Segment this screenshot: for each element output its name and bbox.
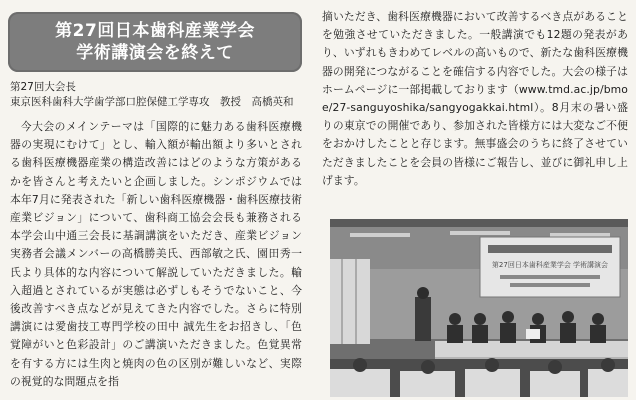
article-title-banner — [8, 12, 302, 72]
author-block — [10, 80, 310, 110]
photo-banner-text: 第27回日本歯科産業学会 学術講演会 — [491, 261, 609, 269]
article-body-left-column — [10, 118, 302, 391]
article-body-right-column — [322, 8, 628, 190]
conference-photo-illustration — [330, 219, 628, 397]
body-paragraph-left: 今大会のメインテーマは「国際的に魅力ある歯科医療機器の実現にむけて」とし、輸入額が輸出額より多いとされる歯科医療機器産業の構造改善にはどのような方策があるかを皆さんと考えたいと企画しました。シンポジウムでは本年7月に発表された「新しい歯科医療機器・歯科医療技術産業ビジョン」について、歯科商工協会会長も兼務される本学会山中通三会長に基調講演をいただき、産業ビジョン実務者会議メンバーの高橋勝美氏、西部敏之氏、園田秀一氏より具体的な内容について解説していただきました。輸入超過とされているが実態は必ずしもそうでないこと、今後改善すべき点などが見えてきた内容でした。さらに特別講演には愛歯技工専門学校の田中 誠先生をお招きし、「色覚障がいと色彩設計」のご講演いただきました。色覚異常を有する方には生肉と焼肉の色の区別が難しいなど、実際の視覚的な問題点を指 — [10, 120, 302, 388]
author-role: 第27回大会長 — [10, 81, 76, 93]
article-title-line-1: 第27回日本歯科産業学会 — [55, 21, 255, 41]
author-affiliation: 東京医科歯科大学歯学部口腔保健工学専攻 教授 高橋英和 — [10, 96, 294, 108]
body-paragraph-right: 摘いただき、歯科医療機器において改善するべき点があることを勉強させていただきました。一般講演でも12題の発表があり、いずれもきわめてレベルの高いもので、新たな歯科医療機器の開発につながることを確信する内容でした。大会の様子はホームページに一部掲載しております（www.tmd.ac.jp/bmoe/27-sanguyoshika/sangyogakkai.html）。8月末の暑い盛りの東京での開催であり、参加された皆様方には大変なご不便をおかけしたことと存じます。無事盛会のうちに終了させていただきましたことを会員の皆様にご報告し、並びに御礼申し上げます。 — [322, 10, 628, 187]
article-title-line-2: 学術講演会を終えて — [76, 43, 234, 63]
conference-photo — [330, 219, 628, 397]
